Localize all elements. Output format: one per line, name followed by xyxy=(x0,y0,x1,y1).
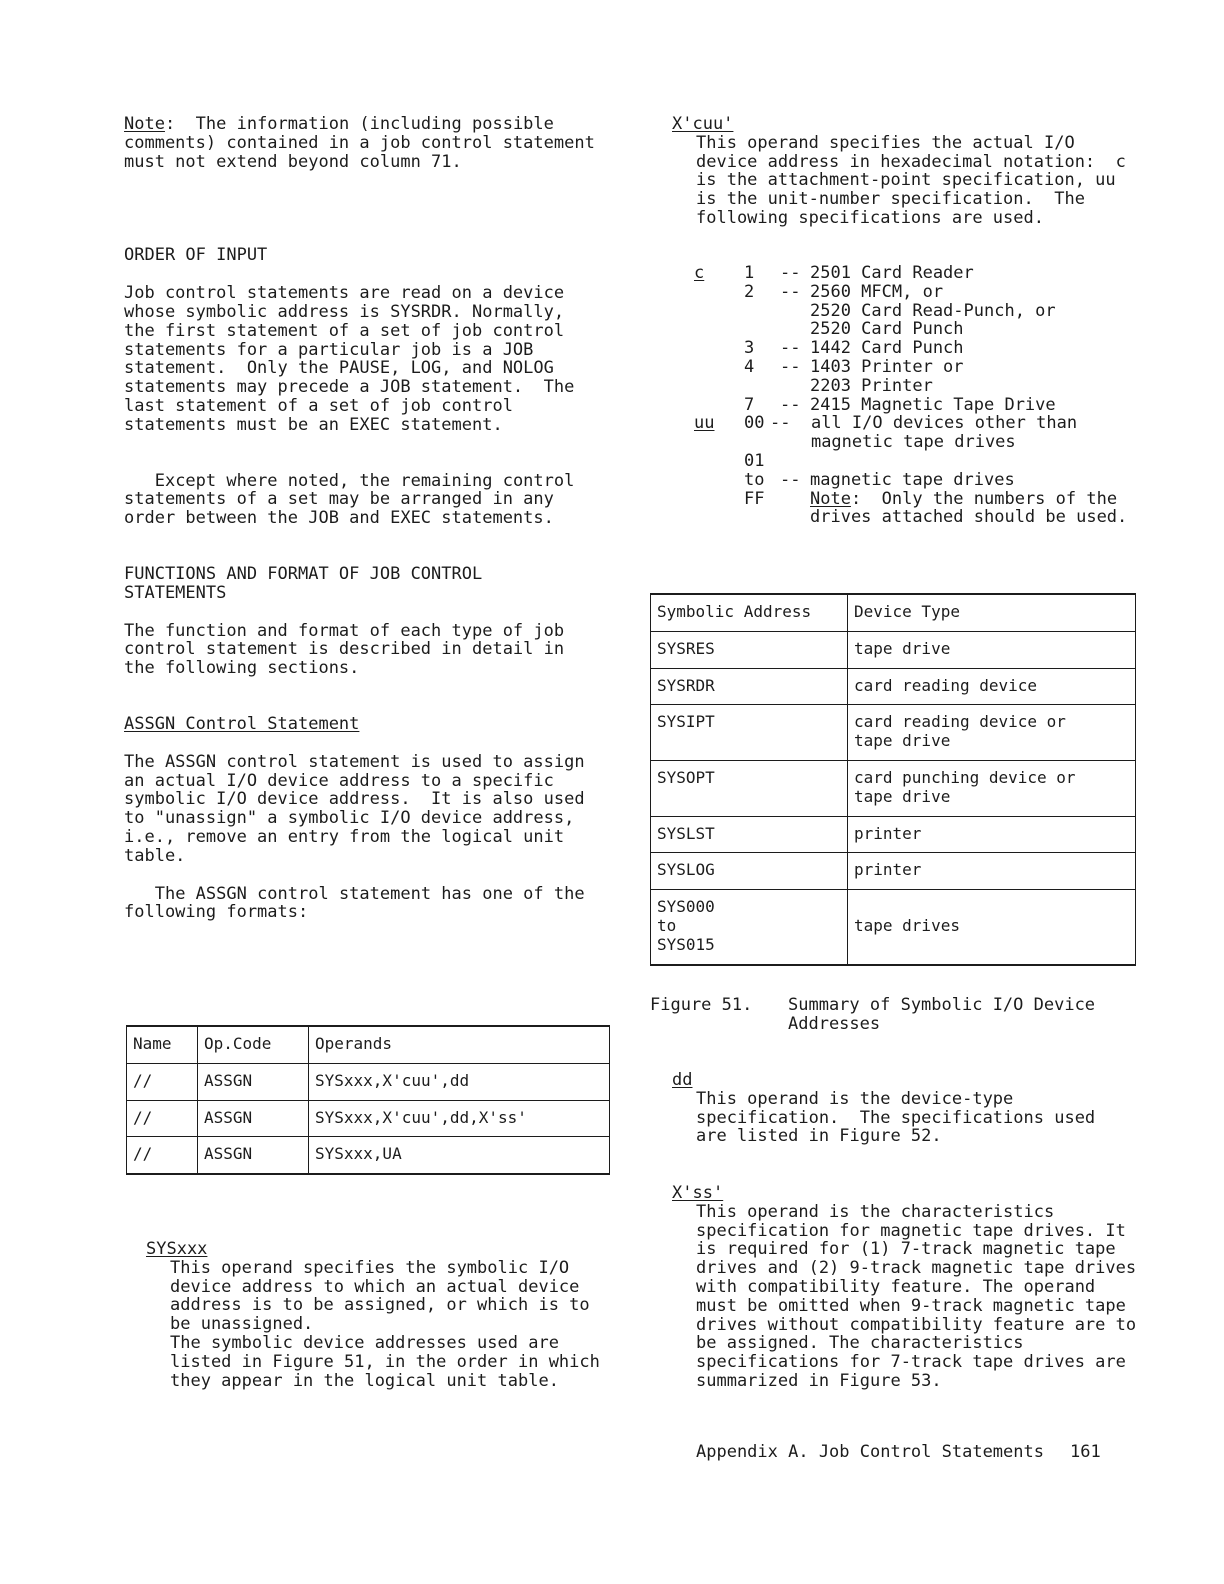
order-heading: ORDER OF INPUT xyxy=(124,245,268,266)
dd-text: This operand is the device-type specification. The specifications used are listed in Figure 52. xyxy=(696,1088,1106,1147)
uu-note-text: : Only the numbers of the drives attached should be used. xyxy=(810,488,1128,528)
order-paragraph-2: Except where noted, the remaining control statements of a set may be arranged in any order between the JOB and EXEC statements. xyxy=(124,470,585,529)
page-footer xyxy=(696,1443,1101,1462)
code-text: 2501 Card Reader xyxy=(810,263,974,283)
list-item xyxy=(694,414,1154,452)
dash: -- xyxy=(780,338,801,359)
dash: -- xyxy=(780,263,801,283)
sysxxx-term: SYSxxx xyxy=(146,1239,208,1259)
table-row xyxy=(651,705,1136,761)
page-number: 161 xyxy=(1070,1442,1101,1462)
code-number: 7 xyxy=(744,394,755,415)
xss-text: This operand is the characteristics specification for magnetic tape drives. It is required for (1) 7-track magnetic tape drives and (2) 9-track magnetic tape drives with compatibility feature. The operand must be omitted when 9-track magnetic tape drives without compatibility feature are to be assigned. The characteristics specifications for 7-track tape drives are summarized in Figure 53. xyxy=(696,1201,1147,1391)
code-text xyxy=(770,414,1154,452)
left-column xyxy=(124,115,614,922)
dash: -- xyxy=(780,356,801,377)
table-cell: SYSLOG xyxy=(651,853,848,890)
table-cell: SYS000 to SYS015 xyxy=(651,890,848,965)
symbolic-address-table xyxy=(650,593,1136,966)
xcuu-term: X'cuu' xyxy=(672,114,734,134)
code-number: 00 xyxy=(744,413,765,434)
table-cell: tape drive xyxy=(848,631,1136,668)
c-label: c xyxy=(694,263,705,283)
table-cell: card punching device or tape drive xyxy=(848,760,1136,816)
header-cell: Name xyxy=(127,1026,198,1063)
uu-note xyxy=(810,490,1130,528)
range-start: 01 xyxy=(744,450,765,471)
list-item xyxy=(694,452,1154,527)
table-cell: // xyxy=(127,1100,198,1137)
dash: -- xyxy=(780,469,801,490)
table-cell: SYSxxx,UA xyxy=(309,1137,610,1174)
list-item xyxy=(694,396,1154,415)
order-paragraph-1: Job control statements are read on a device whose symbolic address is SYSRDR. Normally, the first statement of a set of job control statements for a particular job is a JOB statement. Only the PAUSE, LOG, and NOLOG statements may precede a JOB statement. The last statement of a set of job control statements must be an EXEC statement. xyxy=(124,283,585,435)
code-text: 1403 Printer or 2203 Printer xyxy=(810,356,964,396)
table-row xyxy=(651,853,1136,890)
spacer xyxy=(694,396,744,415)
table-header-row xyxy=(651,594,1136,631)
table-header-row xyxy=(127,1026,610,1063)
table-cell: SYSIPT xyxy=(651,705,848,761)
header-cell: Symbolic Address xyxy=(651,594,848,631)
dd-term: dd xyxy=(672,1070,693,1090)
xcuu-definition xyxy=(672,115,1142,228)
assgn-heading: ASSGN Control Statement xyxy=(124,713,360,734)
note-paragraph xyxy=(124,115,608,171)
table-cell: card reading device xyxy=(848,668,1136,705)
xss-definition xyxy=(672,1184,1152,1391)
assgn-paragraph-1: The ASSGN control statement is used to assign an actual I/O device address to a specific symbolic I/O device address. It is also used to "unassign" a symbolic I/O device address, i.e., remove an entry from the logical unit table. xyxy=(124,751,595,866)
table-row xyxy=(651,760,1136,816)
dash: -- xyxy=(770,413,811,434)
code-text: 1442 Card Punch xyxy=(810,338,964,359)
spacer xyxy=(694,358,744,396)
assgn-format-table xyxy=(126,1025,610,1175)
note-label: Note xyxy=(124,114,165,134)
sysxxx-definition xyxy=(146,1240,616,1390)
header-cell: Operands xyxy=(309,1026,610,1063)
table-cell: ASSGN xyxy=(198,1137,309,1174)
table-cell: ASSGN xyxy=(198,1063,309,1100)
figure-caption xyxy=(650,996,1095,1034)
xcuu-text: This operand specifies the actual I/O device address in hexadecimal notation: c is the attachment-point specification, uu is the unit-number specification. The following specifications are used. xyxy=(696,132,1137,228)
table-cell: // xyxy=(127,1137,198,1174)
code-text: 2560 MFCM, or 2520 Card Read-Punch, or 2520 Card Punch xyxy=(810,281,1056,340)
figure-caption-text: Summary of Symbolic I/O Device Addresses xyxy=(788,995,1096,1034)
uu-range-text: magnetic tape drives xyxy=(810,469,1015,490)
table-row xyxy=(651,816,1136,853)
table-cell: SYSOPT xyxy=(651,760,848,816)
header-cell: Op.Code xyxy=(198,1026,309,1063)
table-cell: printer xyxy=(848,853,1136,890)
spacer xyxy=(694,283,744,339)
table-row xyxy=(127,1100,610,1137)
table-row xyxy=(651,631,1136,668)
spacer xyxy=(694,452,744,527)
table-row xyxy=(127,1137,610,1174)
list-item xyxy=(694,358,1154,396)
table-cell: SYSxxx,X'cuu',dd xyxy=(309,1063,610,1100)
table-row xyxy=(127,1063,610,1100)
table-cell: ASSGN xyxy=(198,1100,309,1137)
header-cell: Device Type xyxy=(848,594,1136,631)
list-item xyxy=(694,264,1154,283)
note-text: : The information (including possible comments) contained in a job control statement must not extend beyond column 71. xyxy=(124,114,606,172)
table-cell: SYSRDR xyxy=(651,668,848,705)
spacer xyxy=(694,339,744,358)
table-cell: SYSLST xyxy=(651,816,848,853)
dd-definition xyxy=(672,1071,1142,1146)
table-cell: printer xyxy=(848,816,1136,853)
footer-title: Appendix A. Job Control Statements xyxy=(696,1442,1044,1462)
functions-heading: FUNCTIONS AND FORMAT OF JOB CONTROL STATEMENTS xyxy=(124,563,493,603)
table-cell: card reading device or tape drive xyxy=(848,705,1136,761)
assgn-paragraph-2: The ASSGN control statement has one of the following formats: xyxy=(124,883,595,923)
code-number: 4 xyxy=(744,356,755,377)
range-to: to xyxy=(744,469,765,490)
range-end: FF xyxy=(744,488,765,509)
code-number: 1 xyxy=(744,263,755,283)
uu-range xyxy=(744,452,780,527)
table-cell: tape drives xyxy=(848,890,1136,965)
dash: -- xyxy=(780,394,801,415)
table-cell: // xyxy=(127,1063,198,1100)
table-cell: SYSxxx,X'cuu',dd,X'ss' xyxy=(309,1100,610,1137)
table-row xyxy=(651,668,1136,705)
functions-paragraph: The function and format of each type of job control statement is described in detail in the following sections. xyxy=(124,620,575,679)
code-text: 2415 Magnetic Tape Drive xyxy=(810,394,1056,415)
dash: -- xyxy=(780,281,801,302)
figure-label: Figure 51. xyxy=(650,995,753,1015)
uu-label: uu xyxy=(694,413,715,434)
table-row xyxy=(651,890,1136,965)
code-number: 3 xyxy=(744,338,755,359)
uu-range-desc xyxy=(810,452,1154,527)
code-number: 2 xyxy=(744,281,755,302)
sysxxx-text: This operand specifies the symbolic I/O device address to which an actual device address is to be assigned, or which is to be unassigned. The symbolic device addresses used are listed in Figure 51, in the order in which they appear in the logical unit table. xyxy=(170,1257,600,1391)
table-cell: SYSRES xyxy=(651,631,848,668)
uu-note-label: Note xyxy=(810,488,851,509)
uu-00-text: all I/O devices other than magnetic tape drives xyxy=(810,413,1088,453)
xss-term: X'ss' xyxy=(672,1183,724,1203)
list-item xyxy=(694,339,1154,358)
list-item xyxy=(694,283,1154,339)
cuu-codes-list xyxy=(694,264,1154,527)
